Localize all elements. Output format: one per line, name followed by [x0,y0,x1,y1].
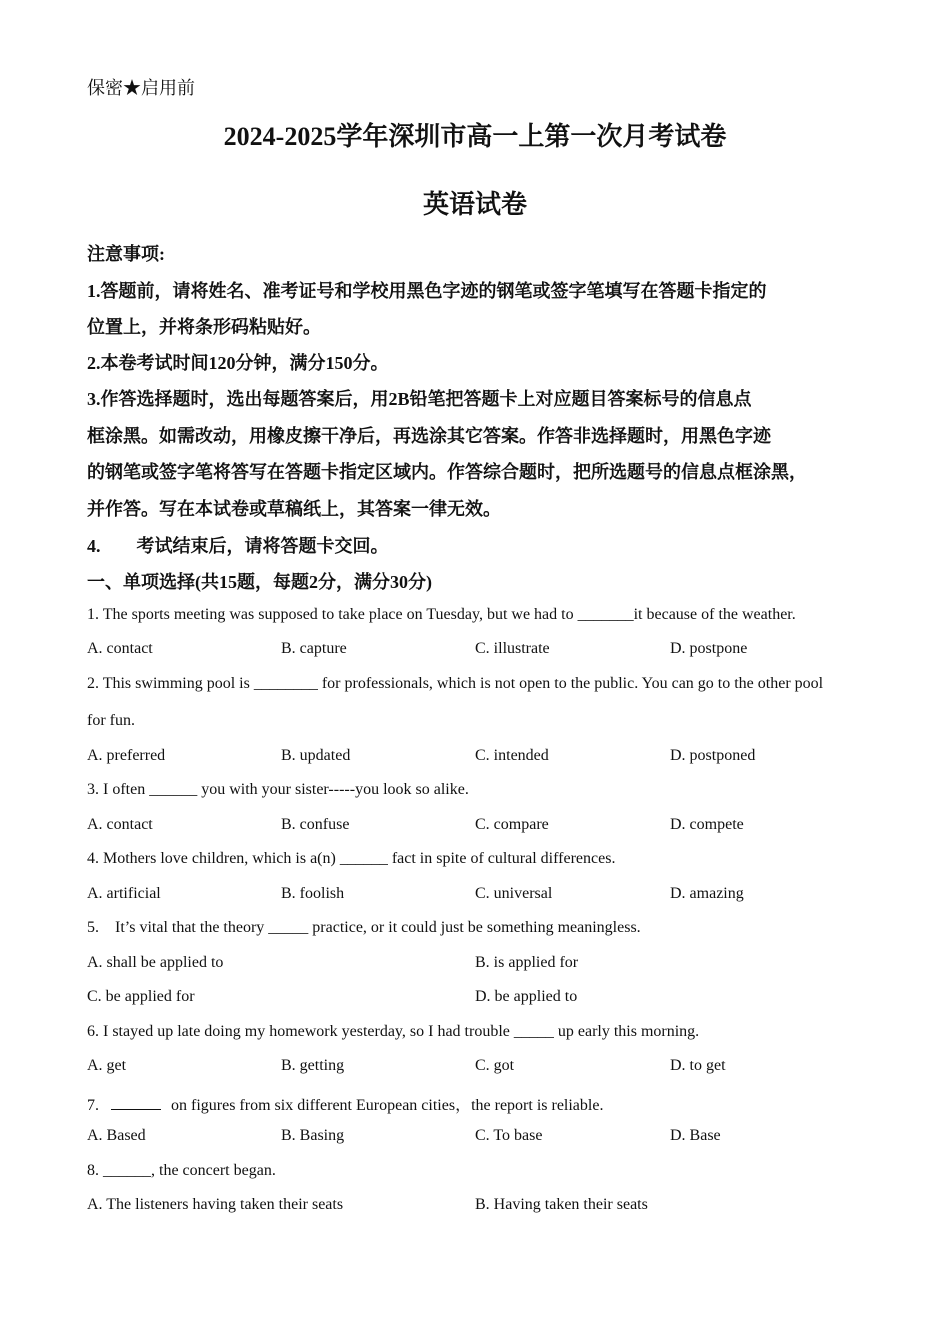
option-b: B. is applied for [475,954,579,971]
section-heading: 一、单项选择(共15题，每题2分，满分30分) [87,572,432,592]
option-b: B. Having taken their seats [475,1196,648,1213]
option-c: C. universal [475,885,553,902]
option-b: B. Basing [281,1127,345,1144]
option-d: D. postponed [670,747,756,764]
option-a: A. contact [87,816,153,833]
option-b: B. getting [281,1057,345,1074]
question-stem: 1. The sports meeting was supposed to take place on Tuesday, but we had to _______it because of the weather. [87,606,796,623]
question-stem [87,1092,603,1115]
confidential-label: 保密★启用前 [87,78,195,98]
note-line: 3.作答选择题时，选出每题答案后，用2B铅笔把答题卡上对应题目答案标号的信息点 [87,389,752,409]
note-line: 位置上，并将条形码粘贴好。 [87,317,321,337]
option-b: B. updated [281,747,351,764]
option-d: D. compete [670,816,744,833]
option-c: C. got [475,1057,515,1074]
question-stem: 2. This swimming pool is ________ for professionals, which is not open to the public. You can go to the other pool [87,675,824,692]
option-a: A. shall be applied to [87,954,224,971]
note-line: 2.本卷考试时间120分钟，满分150分。 [87,353,389,373]
option-d: D. be applied to [475,988,578,1005]
exam-subtitle: 英语试卷 [422,190,527,219]
question-stem-continued: for fun. [87,712,135,729]
option-a: A. The listeners having taken their seats [87,1196,344,1213]
option-a: A. artificial [87,885,161,902]
option-b: B. capture [281,640,347,657]
option-a: A. contact [87,640,153,657]
exam-title: 2024-2025学年深圳市高一上第一次月考试卷 [223,122,727,151]
option-b: B. foolish [281,885,345,902]
notes-heading: 注意事项: [87,244,165,264]
question-number: 7. [87,1097,103,1114]
option-a: A. Based [87,1127,146,1144]
option-d: D. postpone [670,640,748,657]
note-line: 框涂黑。如需改动，用橡皮擦干净后，再选涂其它答案。作答非选择题时，用黑色字迹 [87,426,771,446]
note-line: 的钢笔或签字笔将答写在答题卡指定区域内。作答综合题时，把所选题号的信息点框涂黑， [87,462,807,482]
question-text: on figures from six different European cities，the report is reliable. [167,1097,604,1114]
option-a: A. get [87,1057,127,1074]
question-stem: 8. ______, the concert began. [87,1162,276,1179]
question-stem: 5. It’s vital that the theory _____ practice, or it could just be something meaningless. [87,919,641,936]
note-line: 4. 考试结束后，请将答题卡交回。 [87,536,389,556]
option-c: C. intended [475,747,549,764]
question-stem: 6. I stayed up late doing my homework yesterday, so I had trouble _____ up early this morning. [87,1023,700,1040]
option-c: C. compare [475,816,549,833]
option-d: D. to get [670,1057,726,1074]
option-d: D. amazing [670,885,744,902]
question-stem: 4. Mothers love children, which is a(n) ______ fact in spite of cultural differences. [87,850,616,867]
option-b: B. confuse [281,816,350,833]
answer-blank [111,1095,161,1110]
question-stem: 3. I often ______ you with your sister-----you look so alike. [87,781,469,798]
note-line: 1.答题前，请将姓名、准考证号和学校用黑色字迹的钢笔或签字笔填写在答题卡指定的 [87,281,767,301]
option-d: D. Base [670,1127,721,1144]
option-c: C. illustrate [475,640,550,657]
option-a: A. preferred [87,747,166,764]
option-c: C. be applied for [87,988,195,1005]
option-c: C. To base [475,1127,543,1144]
note-line: 并作答。写在本试卷或草稿纸上，其答案一律无效。 [87,499,501,519]
